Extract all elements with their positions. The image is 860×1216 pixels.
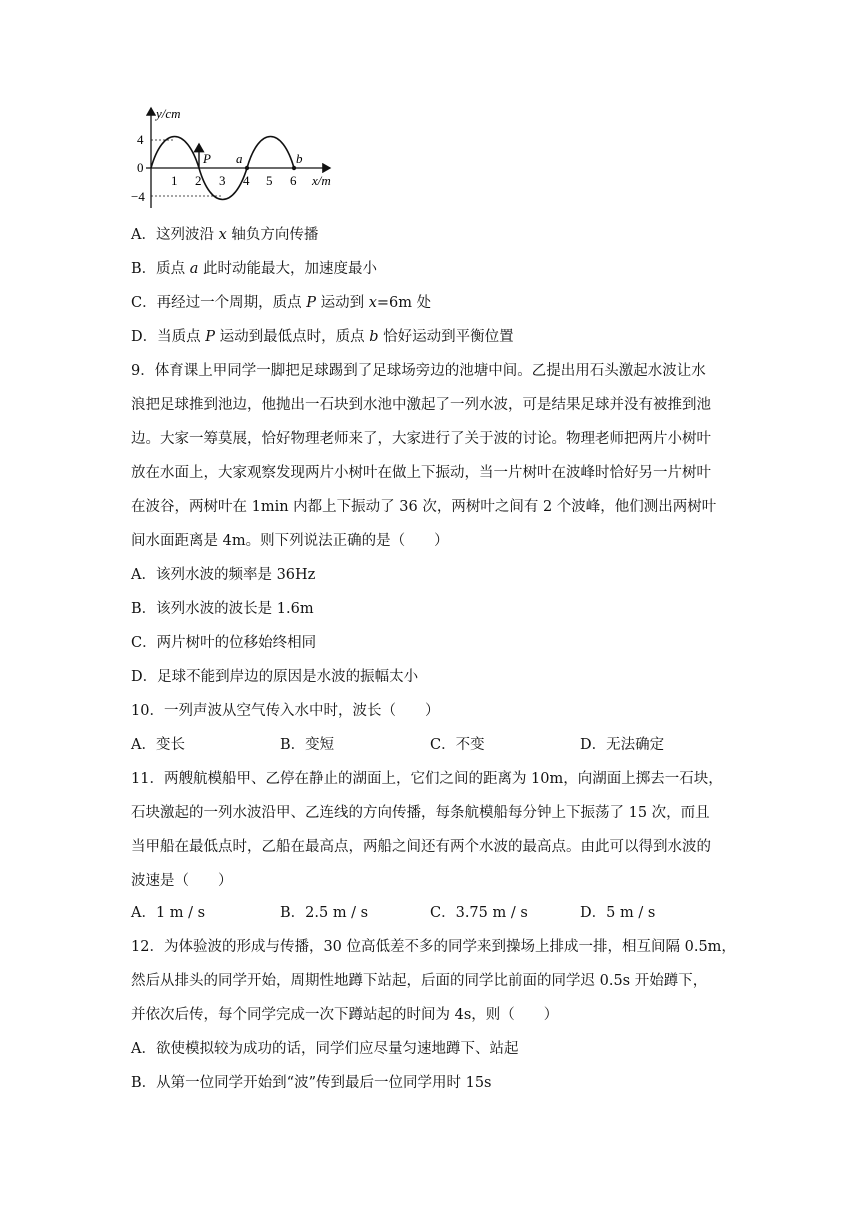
q10-stem: 10．一列声波从空气传入水中时，波长（ ）: [131, 703, 440, 719]
q11-stem-line-4: 波速是（ ）: [131, 873, 233, 889]
x-tick-2: 2: [195, 173, 202, 188]
q8-option-a: A．这列波沿 x 轴负方向传播: [131, 227, 319, 243]
q11-stem-line-3: 当甲船在最低点时，乙船在最高点，两船之间还有两个水波的最高点。由此可以得到水波的: [131, 839, 711, 855]
q9-stem-line-4: 放在水面上，大家观察发现两片小树叶在做上下振动，当一片树叶在波峰时恰好另一片树叶: [131, 465, 711, 481]
q9-option-a: A．该列水波的频率是 36Hz: [131, 567, 316, 583]
q9-option-d: D．足球不能到岸边的原因是水波的振幅太小: [131, 669, 419, 685]
q12-option-a: A．欲使模拟较为成功的话，同学们应尽量匀速地蹲下、站起: [131, 1041, 519, 1057]
q9-option-b: B．该列水波的波长是 1.6m: [131, 601, 314, 617]
q11-option-b: B．2.5 m / s: [280, 905, 369, 921]
q11-option-c: C．3.75 m / s: [430, 905, 528, 921]
q12-option-b: B．从第一位同学开始到“波”传到最后一位同学用时 15s: [131, 1075, 492, 1091]
q8-option-c: C．再经过一个周期，质点 P 运动到 x=6m 处: [131, 295, 432, 311]
q10-option-a: A．变长: [131, 737, 185, 753]
y-tick-neg4: −4: [131, 189, 145, 204]
x-tick-6: 6: [290, 173, 297, 188]
label-P: P: [203, 151, 211, 166]
q9-stem-line-2: 浪把足球推到池边，他抛出一石块到水池中激起了一列水波，可是结果足球并没有被推到池: [131, 397, 711, 413]
q10-option-d: D．无法确定: [580, 737, 665, 753]
x-axis-label: x/m: [312, 173, 331, 188]
q12-stem-line-3: 并依次后传，每个同学完成一次下蹲站起的时间为 4s，则（ ）: [131, 1007, 559, 1023]
q9-stem-line-3: 边。大家一筹莫展，恰好物理老师来了，大家进行了关于波的讨论。物理老师把两片小树叶: [131, 431, 711, 447]
q12-stem-line-2: 然后从排头的同学开始，周期性地蹲下站起，后面的同学比前面的同学迟 0.5s 开始蹲下，: [131, 973, 708, 989]
label-a: a: [236, 151, 243, 166]
point-b: [292, 166, 296, 170]
y-axis-label: y/cm: [156, 106, 181, 121]
q10-option-c: C．不变: [430, 737, 485, 753]
q8-option-d: D．当质点 P 运动到最低点时，质点 b 恰好运动到平衡位置: [131, 329, 514, 345]
q10-option-b: B．变短: [280, 737, 335, 753]
point-a: [245, 166, 249, 170]
q9-stem-line-6: 间水面距离是 4m。则下列说法正确的是（ ）: [131, 533, 449, 549]
q9-stem-line-5: 在波谷，两树叶在 1min 内都上下振动了 36 次，两树叶之间有 2 个波峰，他们测出两树叶: [131, 499, 717, 515]
q9-option-c: C．两片树叶的位移始终相同: [131, 635, 317, 651]
x-tick-5: 5: [266, 173, 273, 188]
q11-stem-line-2: 石块激起的一列水波沿甲、乙连线的方向传播，每条航模船每分钟上下振荡了 15 次，而且: [131, 805, 710, 821]
q8-option-b: B．质点 a 此时动能最大，加速度最小: [131, 261, 378, 277]
q11-stem-line-1: 11．两艘航模船甲、乙停在静止的湖面上，它们之间的距离为 10m，向湖面上掷去一石块，: [131, 771, 723, 787]
y-tick-0: 0: [137, 160, 144, 175]
q11-option-a: A．1 m / s: [131, 905, 206, 921]
label-b: b: [296, 151, 303, 166]
y-tick-4: 4: [137, 132, 144, 147]
x-tick-4: 4: [243, 173, 250, 188]
q11-option-d: D．5 m / s: [580, 905, 656, 921]
x-tick-1: 1: [171, 173, 178, 188]
q9-stem-line-1: 9．体育课上甲同学一脚把足球踢到了足球场旁边的池塘中间。乙提出用石头激起水波让水: [131, 363, 706, 379]
q12-stem-line-1: 12．为体验波的形成与传播，30 位高低差不多的同学来到操场上排成一排，相互间隔 0.5m，: [131, 939, 736, 955]
x-tick-3: 3: [219, 173, 226, 188]
wave-figure: [128, 102, 348, 212]
